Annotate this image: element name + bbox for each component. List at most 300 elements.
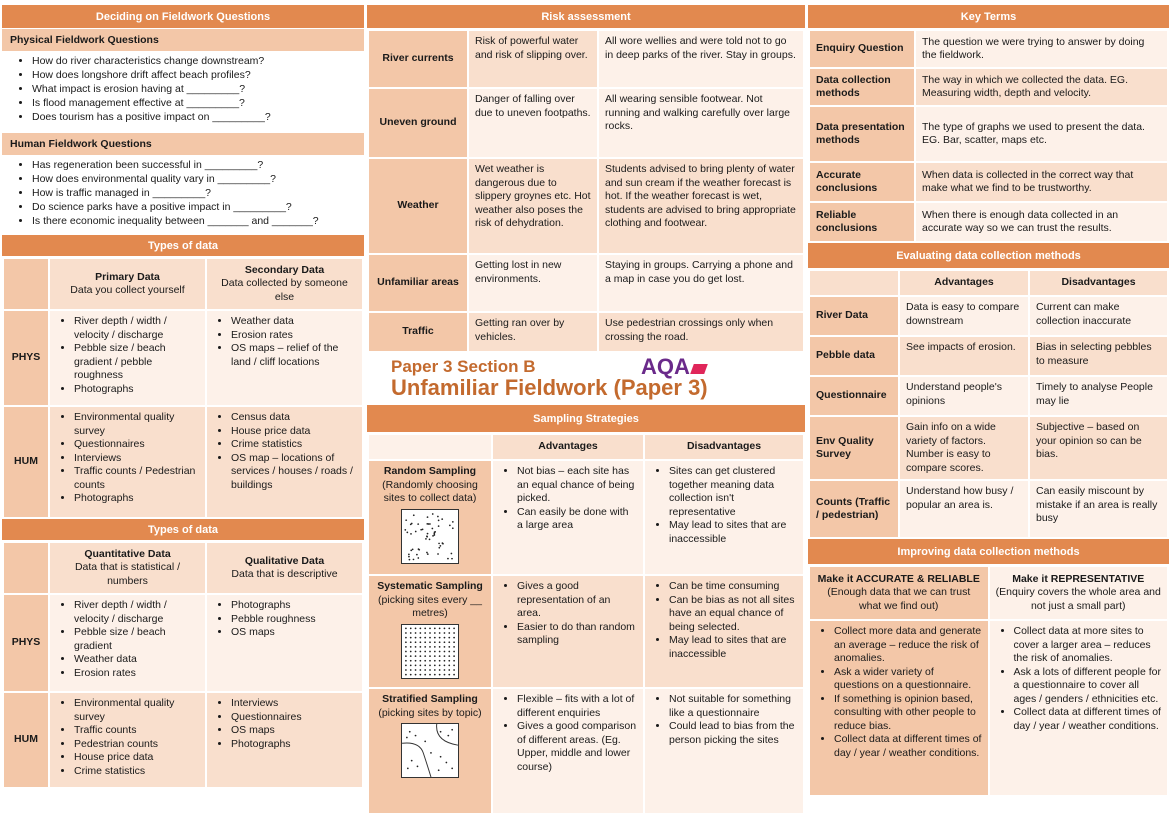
physical-questions-title: Physical Fieldwork Questions (2, 29, 364, 51)
sample-point (453, 627, 455, 629)
represent-head (989, 566, 1169, 620)
sample-point (425, 538, 427, 540)
list-item: • Crime statistics (74, 765, 199, 779)
fieldwork-questions-column (2, 5, 364, 789)
eval-label: Counts (Traffic / pedestrian) (809, 480, 899, 538)
sample-point (429, 664, 431, 666)
sample-point (419, 650, 421, 652)
eval-dis-head: Disadvantages (1029, 270, 1168, 296)
term-cell: Enquiry Question (809, 30, 915, 68)
sample-point (444, 650, 446, 652)
sample-point (410, 659, 412, 661)
sample-point (405, 641, 407, 643)
sample-point (415, 669, 417, 671)
list-item: • Can be bias as not all sites have an equal chance of being selected. (669, 594, 797, 635)
risk-sampling-column (367, 5, 805, 815)
hum-label: HUM (3, 692, 49, 788)
sample-point (451, 557, 453, 559)
sampling-desc: (picking sites every __ metres) (378, 593, 482, 619)
list-item: • How do river characteristics change downstream? (32, 54, 356, 68)
sample-point (429, 646, 431, 648)
sample-point (437, 515, 439, 517)
list-item: • Traffic counts / Pedestrian counts (74, 465, 199, 492)
sample-point (415, 664, 417, 666)
sample-point (444, 655, 446, 657)
sample-point (429, 538, 431, 540)
improving-header: Improving data collection methods (808, 539, 1169, 565)
sample-point (448, 632, 450, 634)
accurate-head (809, 566, 989, 620)
qualitative-head (206, 542, 363, 594)
adv-cell (492, 688, 644, 814)
list-item: • How does longshore drift affect beach profiles? (32, 68, 356, 82)
secondary-desc: Data collected by someone else (221, 277, 348, 303)
list-item: • Not suitable for something like a questionnaire (669, 693, 797, 720)
list-item: • OS maps (231, 626, 356, 640)
sample-point (434, 646, 436, 648)
sampling-name: Systematic Sampling (377, 580, 483, 592)
sample-point (453, 641, 455, 643)
sample-point (424, 664, 426, 666)
risk-cell: Getting lost in new environments. (468, 254, 598, 312)
list-item: • Collect data at more sites to cover a larger area – reduces the risk of anomalies. (1014, 625, 1162, 666)
hum-label: HUM (3, 406, 49, 518)
sample-point (409, 731, 411, 733)
sample-point (405, 659, 407, 661)
sample-point (434, 627, 436, 629)
adv-cell (492, 460, 644, 575)
sample-point (424, 669, 426, 671)
stratified-sampling-diagram (401, 723, 459, 778)
list-item: • Sites can get clustered together meaning data collection isn't representative (669, 465, 797, 519)
sample-point (410, 627, 412, 629)
systematic-sampling-diagram (401, 624, 459, 679)
phys-quant-cell (49, 594, 206, 692)
sample-point (429, 655, 431, 657)
sample-point (405, 636, 407, 638)
sample-point (442, 542, 444, 544)
sample-point (424, 673, 426, 675)
phys-primary-cell (49, 310, 206, 406)
term-cell: Data collection methods (809, 68, 915, 106)
sample-point (405, 673, 407, 675)
title-line-1: Paper 3 Section B (391, 357, 536, 376)
sample-point (444, 627, 446, 629)
eval-label: Pebble data (809, 336, 899, 376)
physical-questions-list (2, 51, 364, 133)
definition-cell: The type of graphs we used to present the data. EG. Bar, scatter, maps etc. (915, 106, 1168, 162)
hum-qual-cell (206, 692, 363, 788)
key-terms-header: Key Terms (808, 5, 1169, 29)
corner-cell (3, 258, 49, 310)
sample-point (448, 636, 450, 638)
eval-label: Env Quality Survey (809, 416, 899, 480)
sample-point (441, 518, 443, 520)
list-item: • Pebble size / beach gradient (74, 626, 199, 653)
corner-cell (3, 542, 49, 594)
sample-point (409, 558, 411, 560)
sample-point (427, 553, 429, 555)
sample-point (444, 669, 446, 671)
sample-point (411, 522, 413, 524)
eval-adv-cell: See impacts of erosion. (899, 336, 1029, 376)
control-cell: All wearing sensible footwear. Not running and walking carefully over large rocks. (598, 88, 804, 158)
sample-point (424, 740, 426, 742)
sample-point (413, 514, 415, 516)
sample-point (453, 669, 455, 671)
phys-qual-cell (206, 594, 363, 692)
sample-point (439, 655, 441, 657)
sample-point (434, 534, 436, 536)
sample-point (419, 641, 421, 643)
sample-point (410, 650, 412, 652)
sample-point (420, 528, 422, 530)
list-item: • Interviews (74, 452, 199, 466)
sample-point (419, 632, 421, 634)
list-item: • If something is opinion based, consulting with other people to reduce bias. (834, 693, 982, 734)
sample-point (419, 646, 421, 648)
questions-header: Deciding on Fieldwork Questions (2, 5, 364, 29)
sample-point (424, 632, 426, 634)
list-item: • Weather data (231, 315, 356, 329)
sampling-name: Stratified Sampling (382, 693, 478, 705)
risk-table (367, 29, 805, 353)
term-cell: Data presentation methods (809, 106, 915, 162)
sample-point (419, 627, 421, 629)
risk-label: Weather (368, 158, 468, 254)
corner-cell (368, 434, 492, 460)
sample-point (418, 548, 420, 550)
sample-point (448, 669, 450, 671)
aqa-logo (641, 354, 706, 380)
sample-point (447, 735, 449, 737)
list-item: • Is flood management effective at _________? (32, 96, 356, 110)
sampling-table (367, 433, 805, 815)
stratified-sampling-cell (368, 688, 492, 814)
sample-point (432, 513, 434, 515)
corner-cell (809, 270, 899, 296)
sample-point (444, 673, 446, 675)
sample-point (444, 641, 446, 643)
sample-point (411, 760, 413, 762)
risk-cell: Wet weather is dangerous due to slippery groynes etc. Hot weather also poses the risk of dehydration. (468, 158, 598, 254)
list-item: • Ask a wider variety of questions on a questionnaire. (834, 666, 982, 693)
list-item: • Easier to do than random sampling (517, 621, 637, 648)
sample-point (410, 636, 412, 638)
sample-point (410, 669, 412, 671)
list-item: • Questionnaires (74, 438, 199, 452)
sample-point (431, 527, 433, 529)
sample-point (429, 669, 431, 671)
list-item: • Weather data (74, 653, 199, 667)
sample-point (453, 664, 455, 666)
eval-adv-cell: Gain info on a wide variety of factors. Number is easy to compare scores. (899, 416, 1029, 480)
sample-point (453, 673, 455, 675)
sample-point (439, 673, 441, 675)
sample-point (444, 632, 446, 634)
hum-secondary-cell (206, 406, 363, 518)
quant-title: Quantitative Data (84, 547, 171, 560)
primary-secondary-table (2, 257, 364, 519)
list-item: • Can easily be done with a large area (517, 506, 637, 533)
sample-point (430, 752, 432, 754)
list-item: • Pedestrian counts (74, 738, 199, 752)
list-item: • Not bias – each site has an equal chance of being picked. (517, 465, 637, 506)
sample-point (429, 659, 431, 661)
phys-label: PHYS (3, 310, 49, 406)
sample-point (404, 529, 406, 531)
list-item: • How is traffic managed in _________? (32, 186, 356, 200)
list-item: • Environmental quality survey (74, 697, 199, 724)
adv-cell (492, 575, 644, 688)
sample-point (410, 646, 412, 648)
list-item: • Flexible – fits with a lot of different enquiries (517, 693, 637, 720)
list-item: • Photographs (231, 738, 356, 752)
sample-point (451, 729, 453, 731)
sample-point (406, 531, 408, 533)
sample-point (415, 641, 417, 643)
sample-point (405, 519, 407, 521)
systematic-sampling-cell (368, 575, 492, 688)
sample-point (412, 548, 414, 550)
list-item: • Crime statistics (231, 438, 356, 452)
sample-point (453, 655, 455, 657)
sample-point (451, 552, 453, 554)
sample-point (429, 673, 431, 675)
sample-point (405, 650, 407, 652)
sample-point (434, 659, 436, 661)
sample-point (424, 627, 426, 629)
sample-point (410, 549, 412, 551)
sample-point (429, 627, 431, 629)
sample-point (405, 664, 407, 666)
qual-title: Qualitative Data (244, 554, 325, 567)
sample-point (407, 767, 409, 769)
sample-point (439, 646, 441, 648)
list-item: • Gives a good representation of an area. (517, 580, 637, 621)
sample-point (434, 632, 436, 634)
sample-point (437, 553, 439, 555)
sample-point (440, 756, 442, 758)
sample-point (438, 769, 440, 771)
sample-point (444, 636, 446, 638)
sample-point (448, 659, 450, 661)
sampling-desc: (Randomly choosing sites to collect data) (382, 478, 478, 504)
stratum-boundary-line (437, 724, 458, 745)
aqa-mark-icon (690, 364, 708, 374)
sample-point (410, 532, 412, 534)
sample-point (448, 650, 450, 652)
eval-label: Questionnaire (809, 376, 899, 416)
sample-point (439, 669, 441, 671)
risk-label: Unfamiliar areas (368, 254, 468, 312)
sample-point (427, 532, 429, 534)
list-item: • Collect more data and generate an average – reduce the risk of anomalies. (834, 625, 982, 666)
dis-head: Disadvantages (644, 434, 804, 460)
sample-point (419, 664, 421, 666)
list-item: • Do science parks have a positive impact in _________? (32, 200, 356, 214)
list-item: • Has regeneration been successful in _________? (32, 158, 356, 172)
list-item: • Photographs (74, 383, 199, 397)
sample-point (424, 655, 426, 657)
list-item: • Can be time consuming (669, 580, 797, 594)
sample-point (439, 641, 441, 643)
list-item: • May lead to sites that are inaccessible (669, 634, 797, 661)
paper-title-banner (367, 353, 805, 405)
control-cell: Students advised to bring plenty of water and sun cream if the weather forecast is hot. If the weather forecast is wet, students are advised to bring appropriate clothing and footwear. (598, 158, 804, 254)
list-item: • Census data (231, 411, 356, 425)
sample-point (419, 636, 421, 638)
eval-dis-cell: Current can make collection inaccurate (1029, 296, 1168, 336)
sample-point (415, 632, 417, 634)
hum-primary-cell (49, 406, 206, 518)
sample-point (419, 673, 421, 675)
sample-point (448, 641, 450, 643)
quantitative-qualitative-table (2, 541, 364, 789)
key-terms-table (808, 29, 1169, 243)
phys-secondary-cell (206, 310, 363, 406)
sample-point (438, 525, 440, 527)
stratum-boundary-line (402, 743, 431, 777)
sample-point (434, 673, 436, 675)
improving-table (808, 565, 1169, 797)
dis-cell (644, 575, 804, 688)
risk-cell: Danger of falling over due to uneven footpaths. (468, 88, 598, 158)
sampling-name: Random Sampling (383, 465, 477, 477)
list-item: • What impact is erosion having at _________? (32, 82, 356, 96)
definition-cell: The question we were trying to answer by doing the fieldwork. (915, 30, 1168, 68)
evaluation-table (808, 269, 1169, 539)
sample-point (408, 553, 410, 555)
secondary-title: Secondary Data (244, 263, 325, 276)
evaluating-header: Evaluating data collection methods (808, 243, 1169, 269)
sample-point (408, 555, 410, 557)
eval-adv-cell: Understand how busy / popular an area is. (899, 480, 1029, 538)
sample-point (448, 673, 450, 675)
term-cell: Accurate conclusions (809, 162, 915, 202)
represent-cell (989, 620, 1169, 796)
sample-point (405, 632, 407, 634)
list-item: • Erosion rates (74, 667, 199, 681)
list-item: • Is there economic inequality between _______ and _______? (32, 214, 356, 228)
list-item: • Pebble roughness (231, 613, 356, 627)
sample-point (453, 659, 455, 661)
phys-label: PHYS (3, 594, 49, 692)
sample-point (444, 659, 446, 661)
sample-point (415, 735, 417, 737)
sample-point (419, 655, 421, 657)
list-item: • Pebble size / beach gradient / pebble roughness (74, 342, 199, 383)
list-item: • Erosion rates (231, 329, 356, 343)
sample-point (417, 523, 419, 525)
sample-point (452, 527, 454, 529)
types-of-data-header-2: Types of data (2, 519, 364, 541)
sample-point (410, 641, 412, 643)
eval-dis-cell: Bias in selecting pebbles to measure (1029, 336, 1168, 376)
risk-label: River currents (368, 30, 468, 88)
list-item: • Photographs (74, 492, 199, 506)
sample-point (424, 650, 426, 652)
list-item: • OS map – locations of services / houses / roads / buildings (231, 452, 356, 493)
sample-point (419, 669, 421, 671)
list-item: • Collect data at different times of day / year / weather conditions. (1014, 706, 1162, 733)
sample-point (434, 655, 436, 657)
sample-point (439, 636, 441, 638)
list-item: • Photographs (231, 599, 356, 613)
control-cell: Staying in groups. Carrying a phone and a map in case you do get lost. (598, 254, 804, 312)
sample-point (405, 646, 407, 648)
sample-point (438, 519, 440, 521)
key-terms-column (808, 5, 1169, 797)
list-item: • May lead to sites that are inaccessible (669, 519, 797, 546)
sampling-header: Sampling Strategies (367, 405, 805, 433)
sample-point (415, 650, 417, 652)
eval-label: River Data (809, 296, 899, 336)
qual-desc: Data that is descriptive (231, 568, 338, 580)
random-sampling-cell (368, 460, 492, 575)
sample-point (448, 627, 450, 629)
control-cell: All wore wellies and were told not to go in deep parks of the river. Stay in groups. (598, 30, 804, 88)
sample-point (419, 659, 421, 661)
human-questions-title: Human Fieldwork Questions (2, 133, 364, 155)
sample-point (429, 641, 431, 643)
sample-point (453, 632, 455, 634)
sample-point (410, 655, 412, 657)
list-item: • Gives a good comparison of different areas. (Eg. Upper, middle and lower course) (517, 720, 637, 774)
list-item: • Ask a lots of different people for a questionnaire to cover all ages / genders / ethnicities etc. (1014, 666, 1162, 707)
sample-point (410, 664, 412, 666)
aqa-logo-text: AQA (641, 354, 690, 379)
sample-point (434, 664, 436, 666)
secondary-data-head (206, 258, 363, 310)
sample-point (446, 762, 448, 764)
eval-dis-cell: Subjective – based on your opinion so can be bias. (1029, 416, 1168, 480)
list-item: • Questionnaires (231, 711, 356, 725)
list-item: • Does tourism has a positive impact on _________? (32, 110, 356, 124)
sample-point (439, 632, 441, 634)
risk-cell: Getting ran over by vehicles. (468, 312, 598, 352)
list-item: • Environmental quality survey (74, 411, 199, 438)
list-item: • OS maps – relief of the land / cliff locations (231, 342, 356, 369)
sample-point (440, 544, 442, 546)
hum-quant-cell (49, 692, 206, 788)
risk-cell: Risk of powerful water and risk of slipping over. (468, 30, 598, 88)
sample-point (415, 530, 417, 532)
sample-point (440, 731, 442, 733)
sample-point (405, 669, 407, 671)
quant-desc: Data that is statistical / numbers (74, 561, 181, 587)
primary-desc: Data you collect yourself (70, 284, 185, 296)
adv-head: Advantages (492, 434, 644, 460)
types-of-data-header-1: Types of data (2, 235, 364, 257)
eval-adv-cell: Understand people's opinions (899, 376, 1029, 416)
dis-cell (644, 460, 804, 575)
sample-point (405, 627, 407, 629)
sample-point (434, 669, 436, 671)
list-item: • Could lead to bias from the person picking the sites (669, 720, 797, 747)
sample-point (439, 664, 441, 666)
sample-point (451, 767, 453, 769)
accurate-cell (809, 620, 989, 796)
accurate-desc: (Enough data that we can trust what we find out) (827, 586, 971, 612)
represent-desc: (Enquiry covers the whole area and not just a small part) (995, 586, 1161, 612)
list-item: • Interviews (231, 697, 356, 711)
list-item: • House price data (231, 425, 356, 439)
sample-point (438, 546, 440, 548)
sample-point (449, 524, 451, 526)
sample-point (447, 557, 449, 559)
accurate-title: Make it ACCURATE & RELIABLE (817, 572, 980, 585)
